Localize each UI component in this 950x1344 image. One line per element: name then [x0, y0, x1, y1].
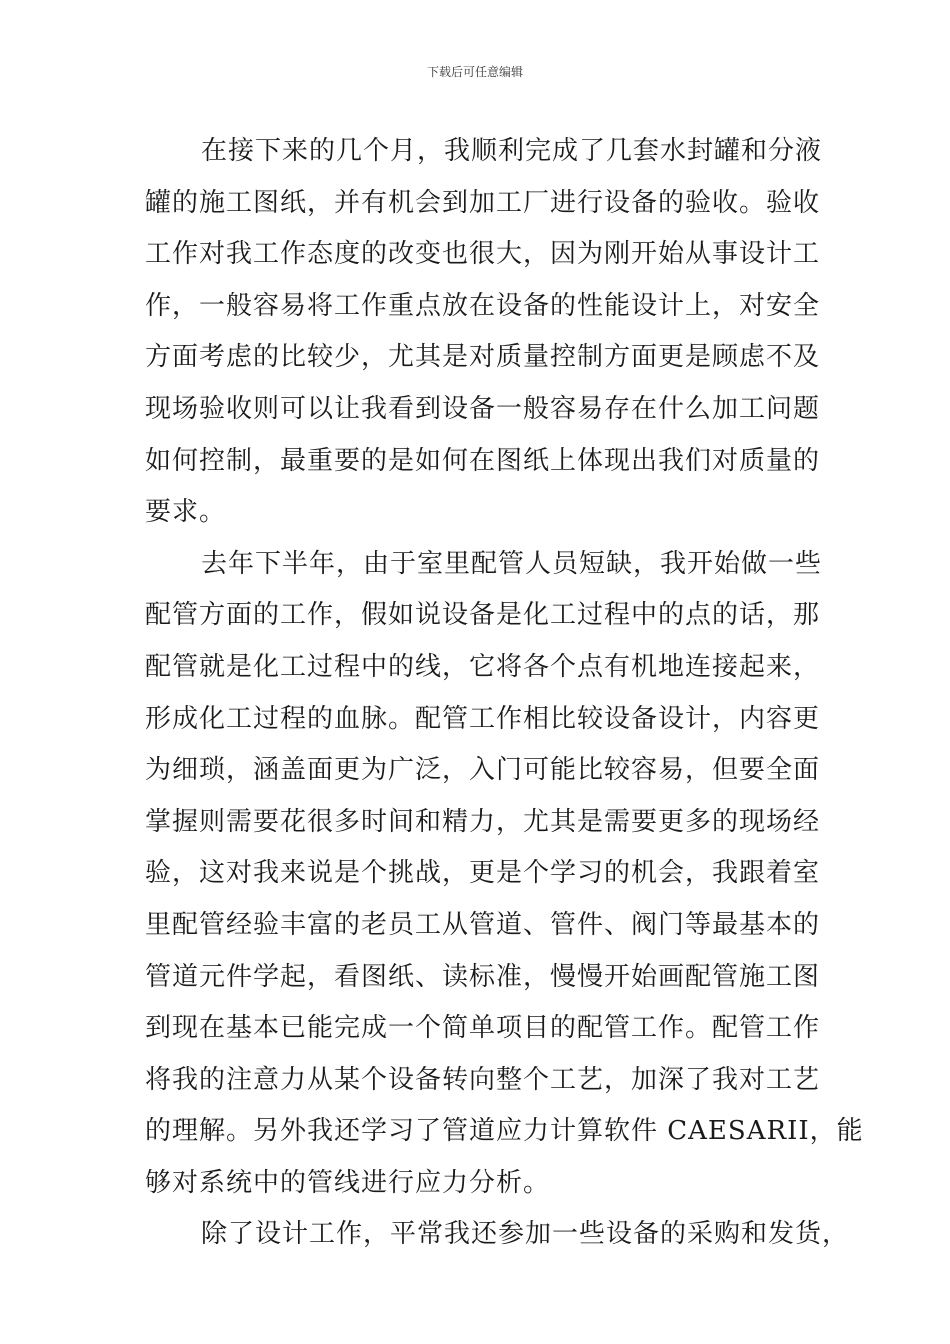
text-line: 除了设计工作，平常我还参加一些设备的采购和发货， [201, 1219, 850, 1250]
paragraph [145, 539, 864, 1210]
text-line: 方面考虑的比较少，尤其是对质量控制方面更是顾虑不及 [145, 342, 821, 373]
text-line: 的理解。另外我还学习了管道应力计算软件 CAESARII，能 [145, 1116, 864, 1147]
text-line: 够对系统中的管线进行应力分析。 [145, 1167, 551, 1198]
text-line: 到现在基本已能完成一个简单项目的配管工作。配管工作 [145, 1013, 821, 1044]
text-line: 配管就是化工过程中的线，它将各个点有机地连接起来， [145, 651, 821, 682]
text-line: 工作对我工作态度的改变也很大，因为刚开始从事设计工 [145, 239, 821, 270]
text-line: 在接下来的几个月，我顺利完成了几套水封罐和分液 [201, 136, 823, 166]
paragraph [145, 126, 823, 539]
text-line: 掌握则需要花很多时间和精力，尤其是需要更多的现场经 [145, 806, 821, 837]
text-line: 管道元件学起，看图纸、读标准，慢慢开始画配管施工图 [145, 961, 821, 992]
text-line: 里配管经验丰富的老员工从管道、管件、阀门等最基本的 [145, 909, 821, 940]
text-line: 为细琐，涵盖面更为广泛，入门可能比较容易，但要全面 [145, 755, 821, 786]
text-line: 作，一般容易将工作重点放在设备的性能设计上，对安全 [145, 290, 821, 321]
text-line: 去年下半年，由于室里配管人员短缺，我开始做一些 [201, 548, 823, 579]
paragraph [145, 1209, 850, 1261]
text-line: 如何控制，最重要的是如何在图纸上体现出我们对质量的 [145, 445, 821, 476]
text-line: 罐的施工图纸，并有机会到加工厂进行设备的验收。验收 [145, 187, 821, 218]
text-line: 现场验收则可以让我看到设备一般容易存在什么加工问题 [145, 393, 821, 424]
page-header: 下载后可任意编辑 [426, 65, 523, 79]
text-line: 验，这对我来说是个挑战，更是个学习的机会，我跟着室 [145, 858, 821, 889]
document-body [145, 126, 864, 1261]
text-line: 形成化工过程的血脉。配管工作相比较设备设计，内容更 [145, 703, 821, 734]
text-line: 配管方面的工作，假如说设备是化工过程中的点的话，那 [145, 600, 821, 631]
text-line: 要求。 [145, 497, 227, 528]
text-line: 将我的注意力从某个设备转向整个工艺，加深了我对工艺 [145, 1064, 821, 1095]
